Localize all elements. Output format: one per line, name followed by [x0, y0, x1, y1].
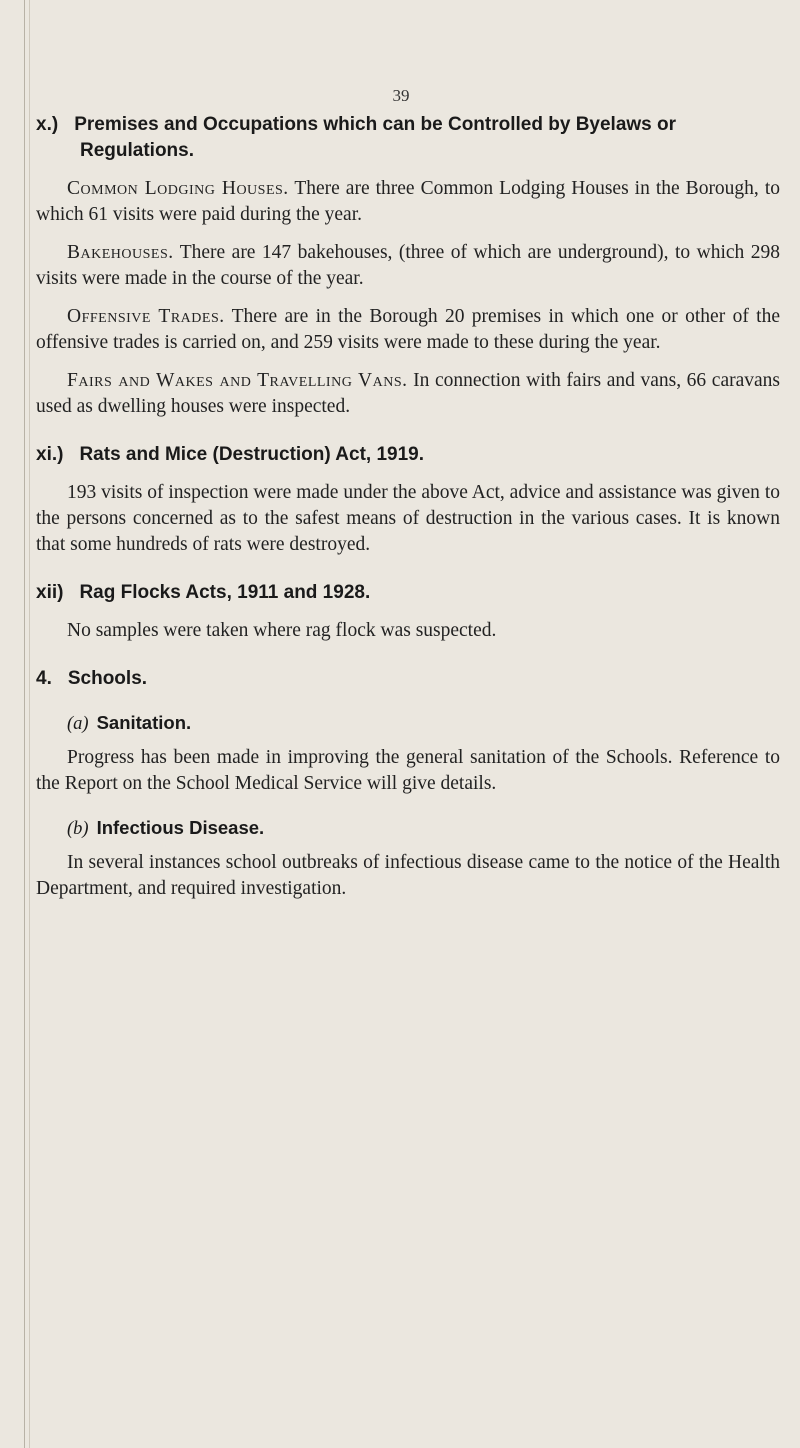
offensive-paragraph: [36, 304, 780, 356]
fairs-paragraph: [36, 368, 780, 420]
document-body: [36, 112, 780, 902]
binding-shadow-line: [29, 0, 30, 1448]
section-x-heading: [36, 112, 780, 164]
offensive-text: There are in the Borough 20 premises in which one or other of the offensive trades is carried on, and 259 visits were made to these during the year.: [36, 306, 780, 353]
sanitation-title: Sanitation.: [96, 712, 192, 733]
section-schools-title: Schools.: [67, 668, 148, 689]
section-xi-title: Rats and Mice (Destruction) Act, 1919.: [79, 444, 425, 465]
section-x-title: Premises and Occupations which can be Controlled by Byelaws or: [74, 114, 677, 135]
section-xii-title: Rag Flocks Acts, 1911 and 1928.: [79, 582, 371, 603]
lodging-text: There are three Common Lodging Houses in the Borough, to which 61 visits were paid during the year.: [36, 178, 780, 225]
section-xi-paragraph: 193 visits of inspection were made under the above Act, advice and assistance was given to the persons concerned as to the safest means of destruction in the various cases. It is known that some hundreds of rats were destroyed.: [36, 482, 780, 555]
sanitation-heading: [36, 710, 780, 737]
sanitation-label: (a): [67, 714, 89, 734]
sanitation-paragraph: Progress has been made in improving the general sanitation of the Schools. Reference to the Report on the School Medical Service will give details.: [36, 747, 780, 794]
section-xii-paragraph: No samples were taken where rag flock was suspected.: [67, 620, 497, 641]
bakehouses-paragraph: [36, 240, 780, 292]
infectious-title: Infectious Disease.: [96, 817, 265, 838]
offensive-heading: Offensive Trades.: [67, 306, 225, 327]
page-number: 39: [392, 86, 410, 105]
infectious-label: (b): [67, 819, 89, 839]
infectious-paragraph: In several instances school outbreaks of infectious disease came to the notice of the Health Department, and required investigation.: [36, 852, 780, 899]
lodging-heading: Common Lodging Houses.: [67, 178, 289, 199]
section-xi-number: xi.): [36, 444, 64, 465]
section-xii-number: xii): [36, 582, 64, 603]
infectious-heading: [36, 815, 780, 842]
binding-shadow-line: [24, 0, 25, 1448]
fairs-heading: Fairs and Wakes and Travelling Vans.: [67, 370, 408, 391]
section-schools-heading: [36, 666, 780, 692]
section-schools-number: 4.: [36, 668, 52, 689]
section-x-title-cont: Regulations.: [80, 140, 195, 161]
lodging-paragraph: [36, 176, 780, 228]
section-xii-heading: [36, 580, 780, 606]
section-xi-heading: [36, 442, 780, 468]
section-x-number: x.): [36, 114, 59, 135]
bakehouses-text: There are 147 bakehouses, (three of which are underground), to which 298 visits were made in the course of the year.: [36, 242, 781, 289]
fairs-text: In connection with fairs and vans, 66 caravans used as dwelling houses were inspected.: [36, 370, 780, 417]
bakehouses-heading: Bakehouses.: [67, 242, 174, 263]
